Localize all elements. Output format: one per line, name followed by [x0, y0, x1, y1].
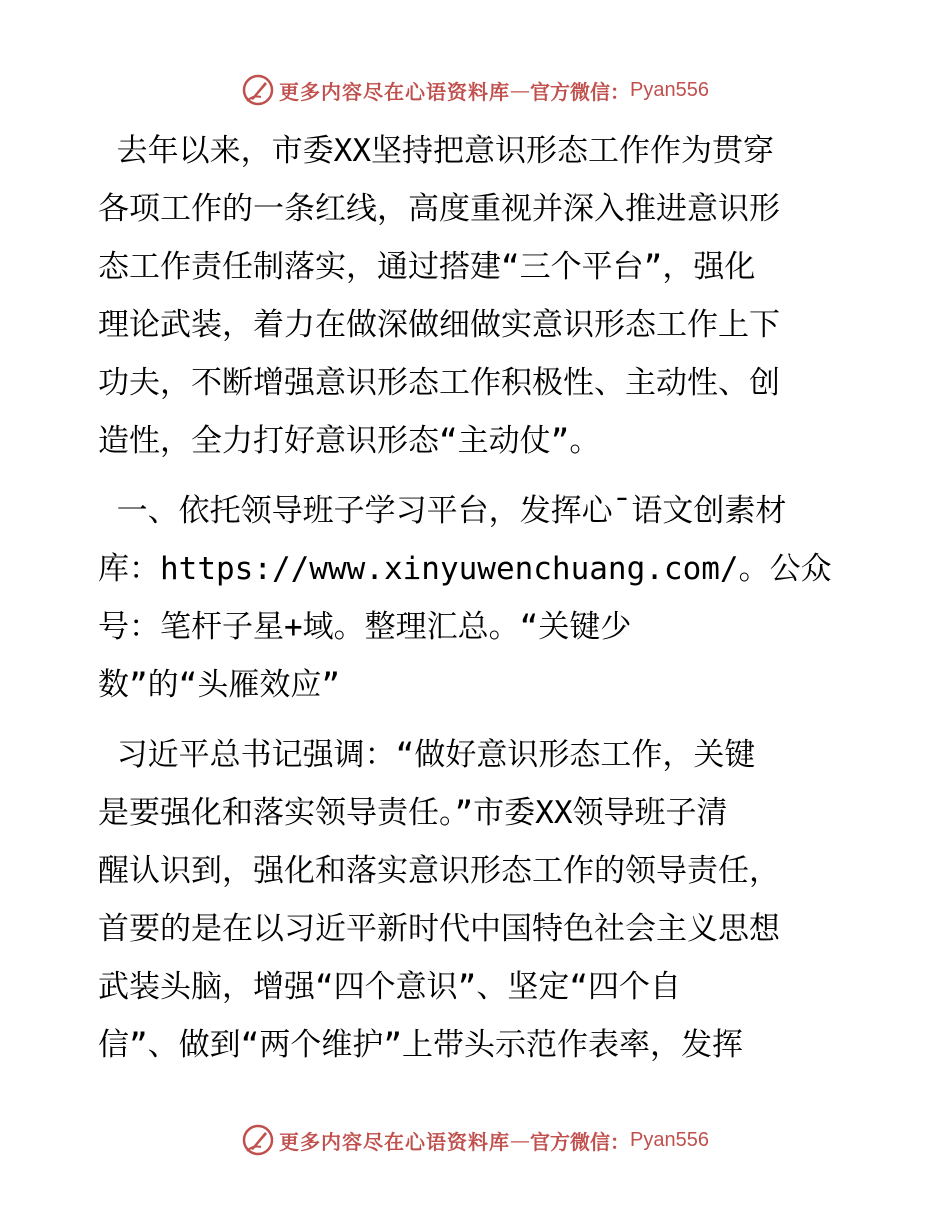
text-line: 一、依托领导班子学习平台，发挥心¯语文创素材 [98, 493, 787, 529]
text-line: 醒认识到，强化和落实意识形态工作的领导责任， [98, 853, 780, 889]
paragraph-3 [98, 726, 858, 1074]
text-line: 号：笔杆子星+域。整理汇总。“关键少 [98, 609, 632, 645]
footer-banner [0, 1120, 950, 1160]
text-line: 各项工作的一条红线，高度重视并深入推进意识形 [98, 191, 780, 227]
text-line: 是要强化和落实领导责任。”市委XX领导班子清 [98, 795, 728, 831]
header-banner [0, 70, 950, 110]
text-line: 首要的是在以习近平新时代中国特色社会主义思想 [98, 911, 780, 947]
banner-separator: — [510, 1128, 531, 1152]
text-line: 态工作责任制落实，通过搭建“三个平台”，强化 [98, 249, 756, 285]
text-line: 造性，全力打好意识形态“主动仗”。 [98, 423, 601, 459]
text-line: 数”的“头雁效应” [98, 667, 340, 703]
text-line: 理论武装，着力在做深做细做实意识形态工作上下 [98, 307, 780, 343]
banner-wechat-label: 官方微信： [530, 79, 631, 104]
quill-logo-icon [241, 1123, 275, 1157]
text-line: 去年以来，市委XX坚持把意识形态工作作为贯穿 [98, 133, 774, 169]
banner-title: 更多内容尽在心语资料库 [279, 1129, 511, 1154]
text-line: 习近平总书记强调：“做好意识形态工作，关键 [98, 737, 756, 773]
text-line: 信”、做到“两个维护”上带头示范作表率，发挥 [98, 1027, 743, 1063]
banner-separator: — [510, 78, 531, 102]
quill-logo-icon [241, 73, 275, 107]
paragraph-2 [98, 482, 858, 714]
document-body [98, 122, 858, 1074]
banner-wechat-label: 官方微信： [530, 1129, 631, 1154]
banner-wechat-id: Pyan556 [630, 78, 709, 101]
text-line: 库：https://www.xinyuwenchuang.com/。公众 [98, 551, 832, 587]
banner-wechat-id: Pyan556 [630, 1128, 709, 1151]
text-line: 功夫，不断增强意识形态工作积极性、主动性、创 [98, 365, 780, 401]
paragraph-1 [98, 122, 858, 470]
text-line: 武装头脑，增强“四个意识”、坚定“四个自 [98, 969, 681, 1005]
banner-title: 更多内容尽在心语资料库 [279, 79, 511, 104]
